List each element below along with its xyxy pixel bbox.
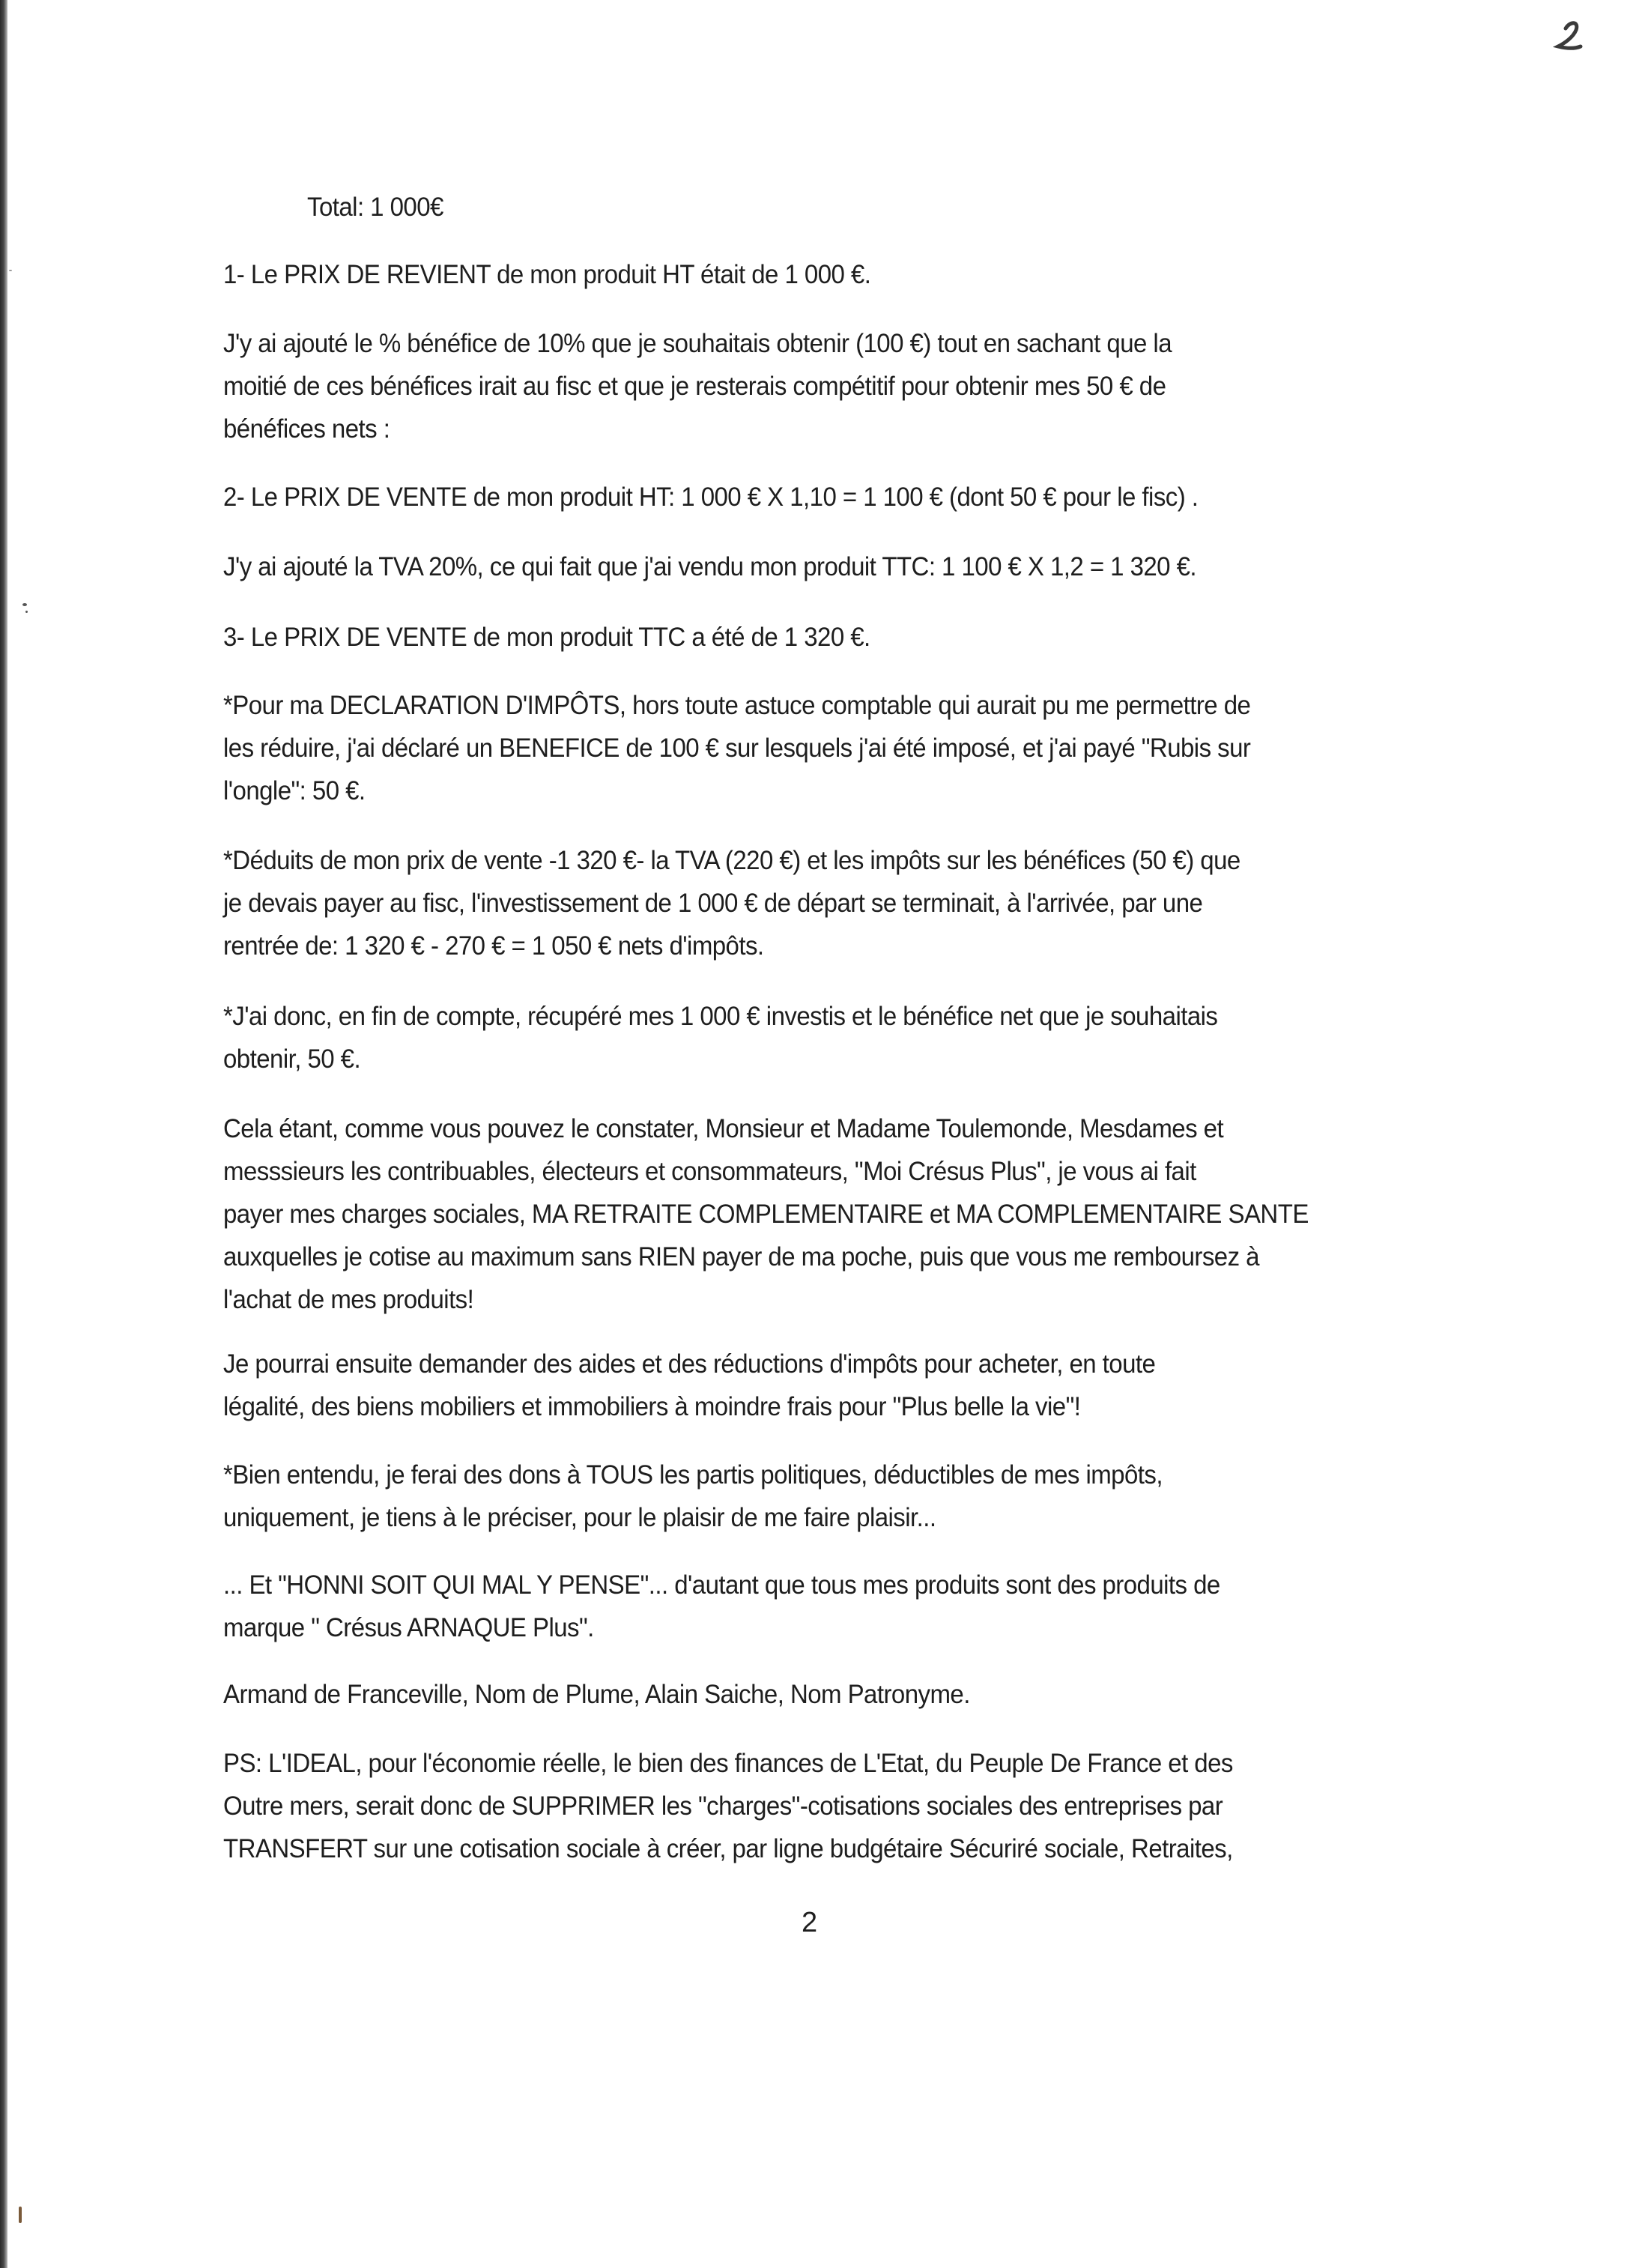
text-line: *Pour ma DECLARATION D'IMPÔTS, hors toute astuce comptable qui aurait pu me permettre de (223, 690, 1251, 720)
step-2-text: 2- Le PRIX DE VENTE de mon produit HT: 1 000 € X 1,10 = 1 100 € (dont 50 € pour le fisc) . (223, 482, 1199, 512)
step-3 (223, 616, 1352, 659)
step-3-text: 3- Le PRIX DE VENTE de mon produit TTC a été de 1 320 €. (223, 622, 870, 652)
paragraph-deduits (223, 839, 1352, 967)
paragraph-dons (223, 1454, 1352, 1539)
text-line: obtenir, 50 €. (223, 1044, 361, 1074)
handwritten-page-mark (1543, 15, 1596, 60)
text-line: légalité, des biens mobiliers et immobiliers à moindre frais pour "Plus belle la vie"! (223, 1391, 1081, 1421)
text-line: Outre mers, serait donc de SUPPRIMER les "charges"-cotisations sociales des entreprises par (223, 1791, 1223, 1821)
text-line: Cela étant, comme vous pouvez le constater, Monsieur et Madame Toulemonde, Mesdames et (223, 1113, 1224, 1143)
step-1 (223, 253, 1352, 296)
scan-speck (9, 270, 12, 271)
text-line: messsieurs les contribuables, électeurs et consommateurs, "Moi Crésus Plus", je vous ai fait (223, 1156, 1196, 1186)
scan-speck (25, 611, 28, 613)
text-line: PS: L'IDEAL, pour l'économie réelle, le bien des finances de L'Etat, du Peuple De France et des (223, 1748, 1233, 1778)
text-line: *Déduits de mon prix de vente -1 320 €- la TVA (220 €) et les impôts sur les bénéfices (50 €) que (223, 845, 1240, 875)
total-text: Total: 1 000€ (307, 192, 443, 222)
paragraph-margin (223, 322, 1352, 450)
text-line: *J'ai donc, en fin de compte, récupéré mes 1 000 € investis et le bénéfice net que je souhaitais (223, 1001, 1218, 1031)
text-line: je devais payer au fisc, l'investissement de 1 000 € de départ se terminait, à l'arrivée, par une (223, 888, 1203, 918)
text-line: l'ongle": 50 €. (223, 775, 366, 805)
text-line: marque " Crésus ARNAQUE Plus". (223, 1612, 594, 1642)
text-line: bénéfices nets : (223, 414, 390, 444)
paragraph-declaration (223, 684, 1352, 812)
paragraph-aides (223, 1343, 1352, 1428)
page-number: 2 (802, 1907, 818, 1938)
text-line: ... Et "HONNI SOIT QUI MAL Y PENSE"... d'autant que tous mes produits sont des produits de (223, 1570, 1220, 1600)
text-line: J'y ai ajouté le % bénéfice de 10% que je souhaitais obtenir (100 €) tout en sachant que la (223, 328, 1172, 358)
scan-speck (22, 603, 27, 606)
tva-text: J'y ai ajouté la TVA 20%, ce qui fait que j'ai vendu mon produit TTC: 1 100 € X 1,2 = 1 320 €. (223, 551, 1197, 581)
text-line: les réduire, j'ai déclaré un BENEFICE de 100 € sur lesquels j'ai été imposé, et j'ai payé "Rubis sur (223, 733, 1251, 763)
text-line: rentrée de: 1 320 € - 270 € = 1 050 € nets d'impôts. (223, 931, 764, 961)
total-line (307, 186, 1436, 229)
step-2 (223, 476, 1352, 518)
text-line: *Bien entendu, je ferai des dons à TOUS les partis politiques, déductibles de mes impôts, (223, 1460, 1163, 1490)
signature (223, 1673, 1352, 1716)
text-line: Je pourrai ensuite demander des aides et des réductions d'impôts pour acheter, en toute (223, 1349, 1156, 1379)
text-line: auxquelles je cotise au maximum sans RIEN payer de ma poche, puis que vous me remboursez à (223, 1242, 1259, 1271)
text-line: l'achat de mes produits! (223, 1284, 474, 1314)
paragraph-honni (223, 1564, 1352, 1649)
text-line: moitié de ces bénéfices irait au fisc et que je resterais compétitif pour obtenir mes 50 € de (223, 371, 1166, 401)
text-line: TRANSFERT sur une cotisation sociale à créer, par ligne budgétaire Sécuriré sociale, Retraites, (223, 1833, 1233, 1863)
scan-edge (0, 0, 7, 2268)
paragraph-cela-etant (223, 1107, 1352, 1321)
tva-line (223, 545, 1352, 588)
text-line: payer mes charges sociales, MA RETRAITE COMPLEMENTAIRE et MA COMPLEMENTAIRE SANTE (223, 1199, 1309, 1229)
paragraph-ps (223, 1742, 1352, 1870)
scan-speck (19, 2207, 22, 2223)
signature-text: Armand de Franceville, Nom de Plume, Alain Saiche, Nom Patronyme. (223, 1679, 970, 1709)
step-1-text: 1- Le PRIX DE REVIENT de mon produit HT était de 1 000 €. (223, 259, 871, 289)
paragraph-recupere (223, 995, 1352, 1080)
text-line: uniquement, je tiens à le préciser, pour le plaisir de me faire plaisir... (223, 1502, 936, 1532)
